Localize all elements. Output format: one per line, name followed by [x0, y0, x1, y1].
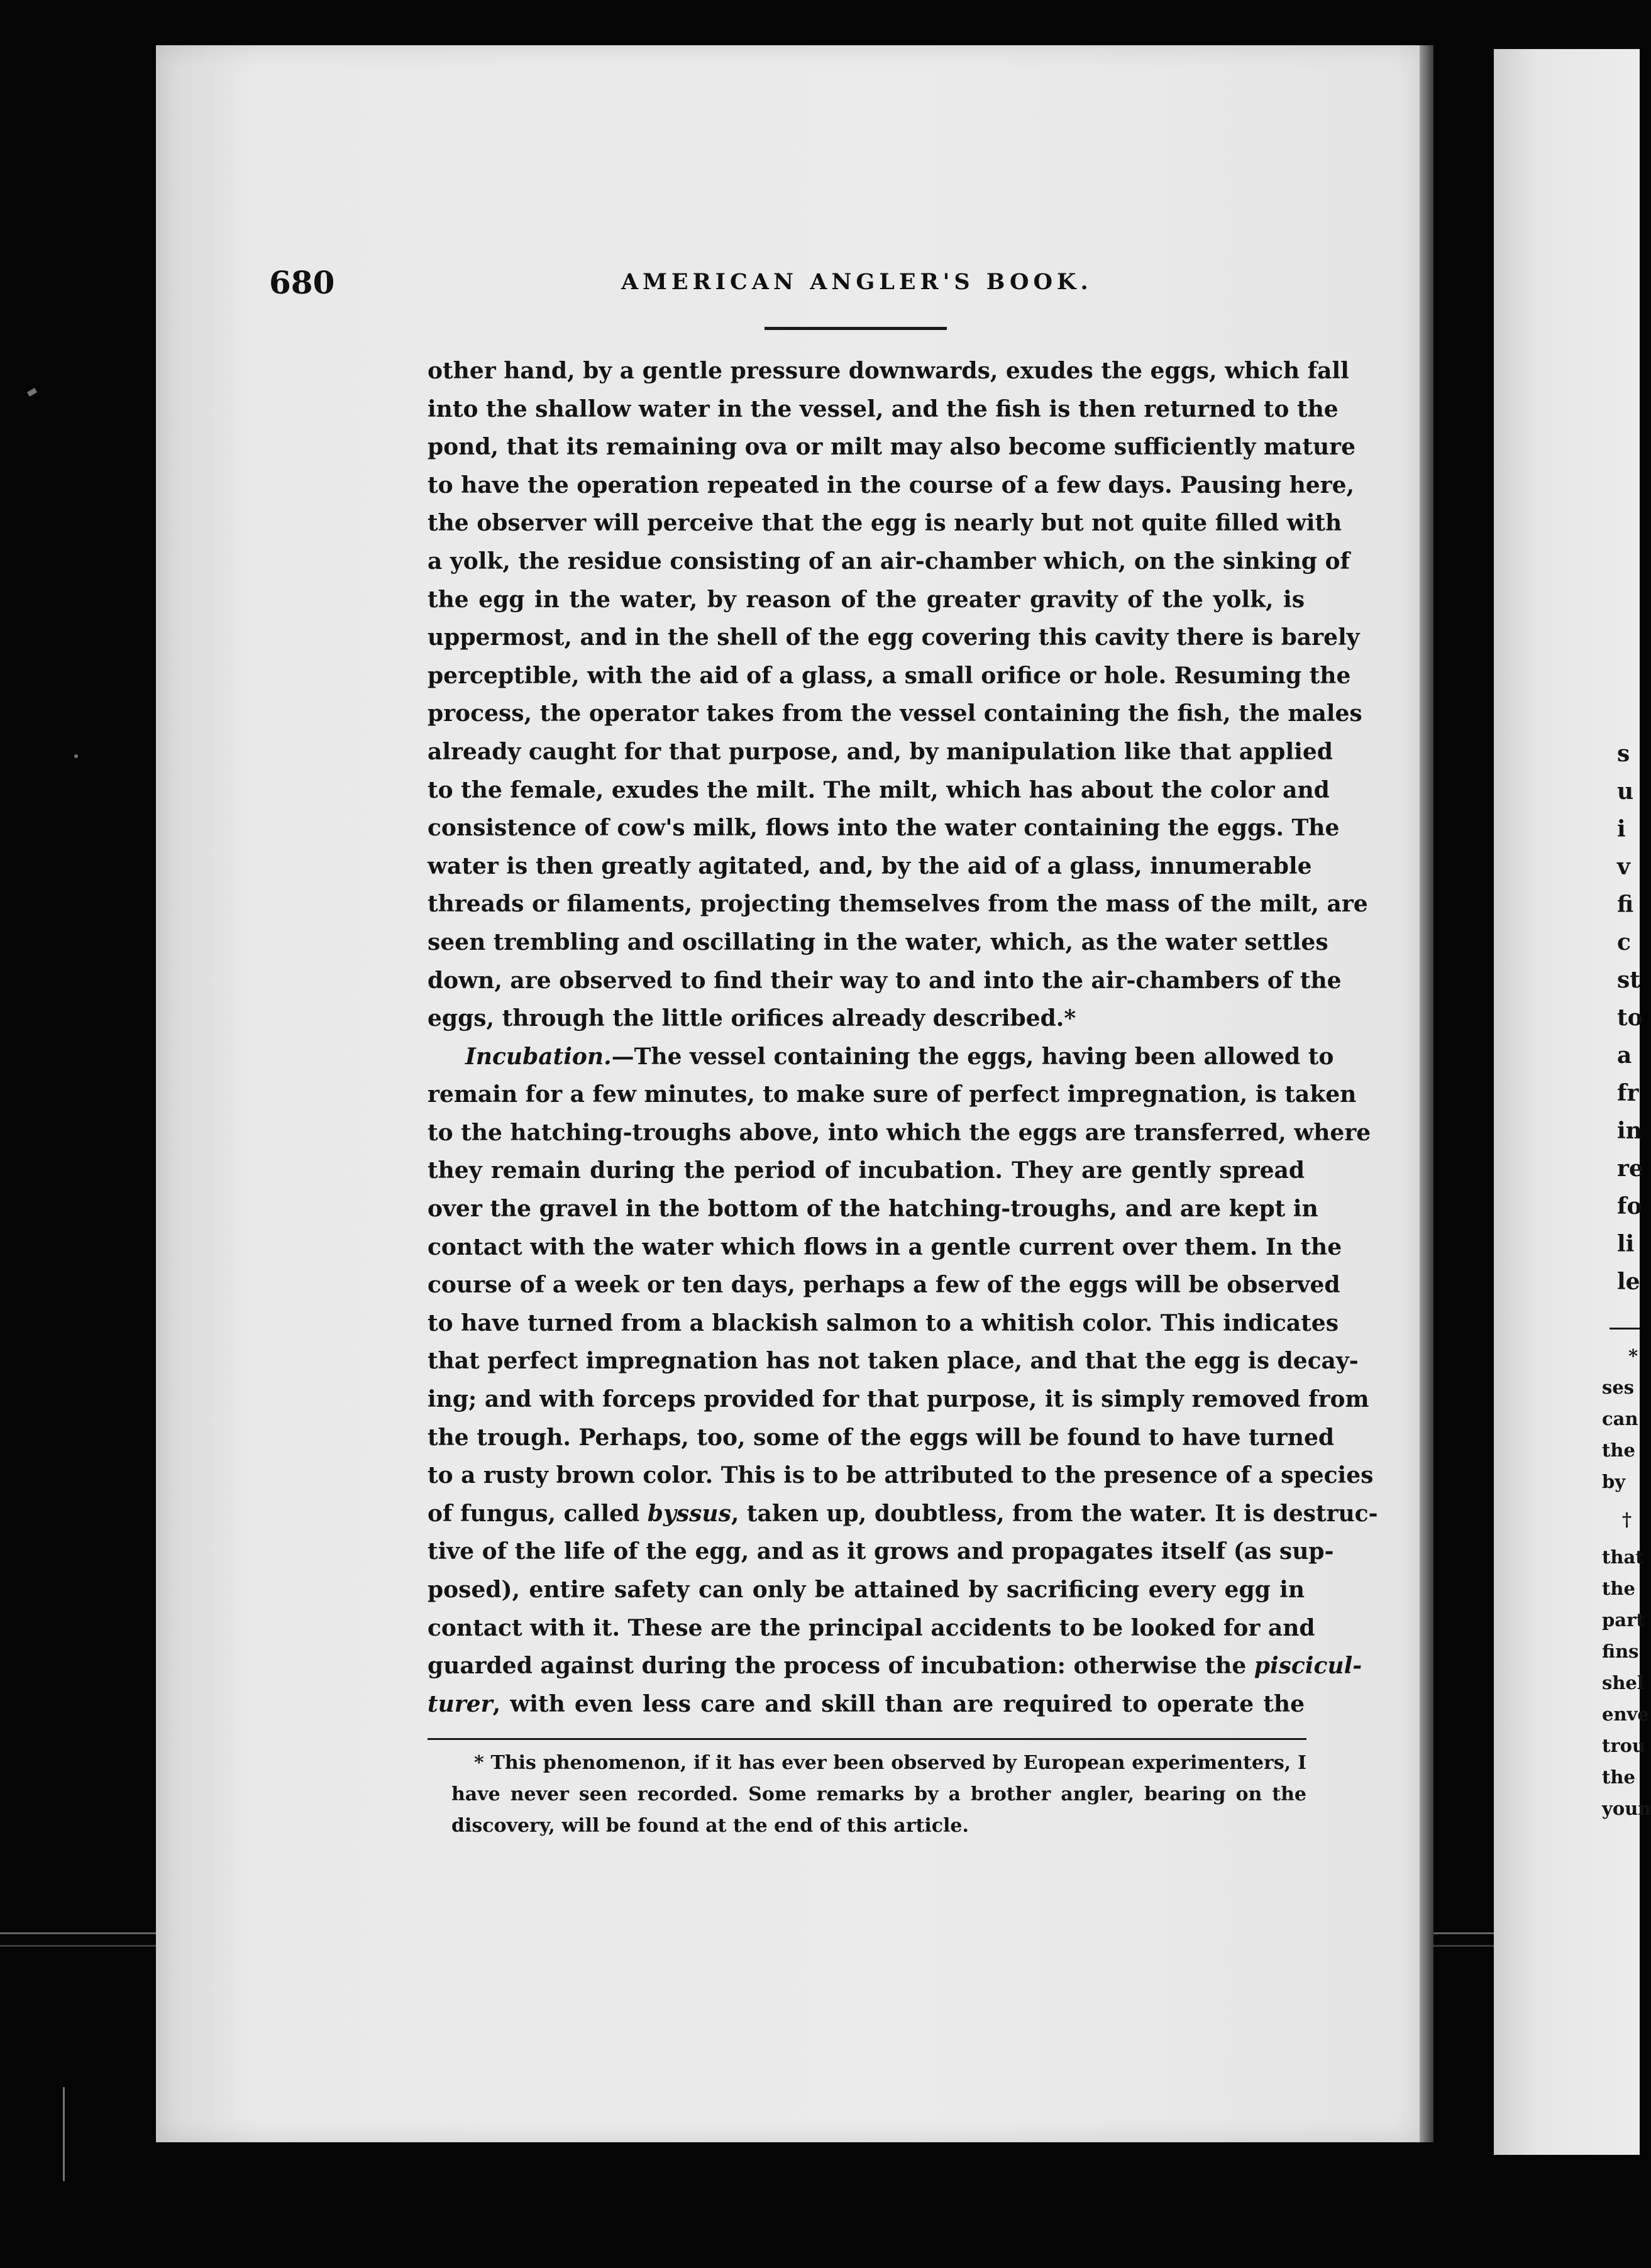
header-rule: [765, 327, 947, 330]
body-text: [428, 352, 1378, 1723]
pisciculturer-term-part1: piscicul-: [1254, 1653, 1362, 1680]
adjacent-page-fragment: v: [1617, 854, 1630, 880]
text-line: water is then greatly agitated, and, by the aid of a glass, innumerable: [428, 852, 1312, 879]
incubation-paragraph-start: [428, 1038, 1334, 1076]
incubation-heading: Incubation.: [465, 1043, 612, 1070]
adjacent-page-note-fragment: fins: [1602, 1641, 1639, 1662]
text-line: the trough. Perhaps, too, some of the eggs will be found to have turned: [428, 1424, 1335, 1451]
text-line: contact with the water which flows in a gentle current over them. In the: [428, 1233, 1342, 1260]
adjacent-page-note-fragment: trou: [1602, 1735, 1646, 1756]
byssus-line: [428, 1495, 1378, 1533]
text-line: they remain during the period of incubation. They are gently spread: [428, 1157, 1305, 1184]
text-fragment: —The vessel containing the eggs, having been allowed to: [611, 1043, 1334, 1070]
text-line: to have turned from a blackish salmon to a whitish color. This indicates: [428, 1309, 1339, 1336]
film-scratch: [74, 754, 78, 758]
adjacent-page-note-fragment: enve: [1602, 1704, 1649, 1725]
adjacent-page-fragment: i: [1617, 816, 1626, 842]
adjacent-page-fragment: fr: [1617, 1080, 1639, 1106]
text-line: over the gravel in the bottom of the hatching-troughs, and are kept in: [428, 1196, 1318, 1223]
text-line: process, the operator takes from the vessel containing the fish, the males: [428, 700, 1362, 727]
adjacent-page-fragment: le: [1617, 1269, 1640, 1295]
text-line: other hand, by a gentle pressure downwards, exudes the eggs, which fall: [428, 358, 1349, 384]
text-line: eggs, through the little orifices already described.*: [428, 1005, 1076, 1032]
text-line: to have the operation repeated in the course of a few days. Pausing here,: [428, 471, 1355, 498]
text-fragment: , taken up, doubtless, from the water. It is destruc-: [731, 1500, 1378, 1527]
adjacent-page-fragment: s: [1617, 740, 1630, 767]
adjacent-page-rule: [1610, 1328, 1640, 1329]
pisciculturer-term-part2: turer: [428, 1690, 493, 1717]
running-head: AMERICAN ANGLER'S BOOK.: [621, 269, 1093, 295]
film-scratch: [27, 388, 37, 397]
text-line: consistence of cow's milk, flows into the water containing the eggs. The: [428, 815, 1340, 842]
adjacent-page-fragment: a: [1617, 1042, 1632, 1069]
text-line: a yolk, the residue consisting of an air-chamber which, on the sinking of: [428, 548, 1350, 575]
adjacent-page-note-fragment: by: [1602, 1471, 1626, 1492]
text-line: pond, that its remaining ova or milt may also become sufficiently mature: [428, 434, 1356, 461]
adjacent-page-note-fragment: †: [1622, 1509, 1632, 1530]
text-line: already caught for that purpose, and, by manipulation like that applied: [428, 738, 1333, 765]
text-line: contact with it. These are the principal accidents to be looked for and: [428, 1614, 1315, 1641]
adjacent-page-fragment: st: [1617, 967, 1640, 993]
page-header: [269, 264, 1105, 314]
pisciculturer-line: [428, 1647, 1362, 1685]
text-line: to the hatching-troughs above, into which the eggs are transferred, where: [428, 1119, 1371, 1146]
footnote: [451, 1748, 1306, 1842]
text-fragment: of fungus, called: [428, 1500, 648, 1527]
byssus-term: byssus: [647, 1500, 731, 1527]
footnote-rule: [428, 1738, 1306, 1740]
text-line: the observer will perceive that the egg is nearly but not quite filled with: [428, 510, 1342, 537]
adjacent-page-fragment: in: [1617, 1118, 1642, 1144]
adjacent-page-note-fragment: part: [1602, 1609, 1645, 1631]
text-fragment: guarded against during the process of incubation: otherwise the: [428, 1653, 1254, 1680]
adjacent-page-note-fragment: can: [1602, 1408, 1638, 1429]
adjacent-page-fragment: to: [1617, 1005, 1643, 1031]
adjacent-page-fragment: re: [1617, 1155, 1643, 1182]
text-fragment: , with even less care and skill than are required to operate the: [492, 1690, 1305, 1717]
text-line: remain for a few minutes, to make sure of perfect impregnation, is taken: [428, 1081, 1357, 1108]
text-line: course of a week or ten days, perhaps a few of the eggs will be observed: [428, 1272, 1340, 1299]
adjacent-page-fragment: li: [1617, 1231, 1635, 1257]
page-number: 680: [269, 264, 335, 301]
text-line: down, are observed to find their way to and into the air-chambers of the: [428, 967, 1342, 994]
footnote-line: have never seen recorded. Some remarks by a brother angler, bearing on the: [451, 1783, 1306, 1805]
text-line: posed), entire safety can only be attained by sacrificing every egg in: [428, 1577, 1305, 1603]
text-line: the egg in the water, by reason of the greater gravity of the yolk, is: [428, 586, 1305, 613]
adjacent-page-fragment: fi: [1617, 891, 1634, 918]
text-line: seen trembling and oscillating in the water, which, as the water settles: [428, 928, 1328, 955]
adjacent-page-fragment: u: [1617, 778, 1634, 805]
adjacent-page-fragment: fo: [1617, 1193, 1642, 1219]
footnote-line: discovery, will be found at the end of this article.: [451, 1815, 969, 1837]
text-line: threads or filaments, projecting themselves from the mass of the milt, are: [428, 891, 1368, 918]
text-line: perceptible, with the aid of a glass, a small orifice or hole. Resuming the: [428, 662, 1351, 689]
text-line: tive of the life of the egg, and as it grows and propagates itself (as sup-: [428, 1538, 1334, 1565]
text-line: uppermost, and in the shell of the egg covering this cavity there is barely: [428, 624, 1360, 651]
adjacent-page-note-fragment: the: [1602, 1440, 1635, 1461]
adjacent-page-note-fragment: youn: [1602, 1798, 1651, 1819]
adjacent-page-note-fragment: *: [1628, 1345, 1638, 1367]
page-edge-shadow: [1420, 45, 1433, 2142]
text-line: that perfect impregnation has not taken place, and that the egg is decay-: [428, 1348, 1359, 1375]
adjacent-page-note-fragment: that: [1602, 1546, 1644, 1568]
footnote-line: * This phenomenon, if it has ever been observed by European experimenters, I: [474, 1752, 1306, 1774]
text-line: into the shallow water in the vessel, and the fish is then returned to the: [428, 395, 1339, 422]
adjacent-page-fragment: c: [1617, 929, 1631, 955]
text-line: to a rusty brown color. This is to be attributed to the presence of a species: [428, 1462, 1374, 1489]
adjacent-page-note-fragment: the: [1602, 1578, 1635, 1599]
adjacent-page-note-fragment: shel: [1602, 1672, 1644, 1693]
text-line: ing; and with forceps provided for that purpose, it is simply removed from: [428, 1386, 1369, 1413]
adjacent-page-note-fragment: the: [1602, 1766, 1635, 1788]
text-line: to the female, exudes the milt. The milt, which has about the color and: [428, 776, 1330, 803]
last-body-line: [428, 1685, 1305, 1724]
film-scratch: [63, 2087, 65, 2181]
adjacent-page-note-fragment: ses: [1602, 1377, 1635, 1398]
